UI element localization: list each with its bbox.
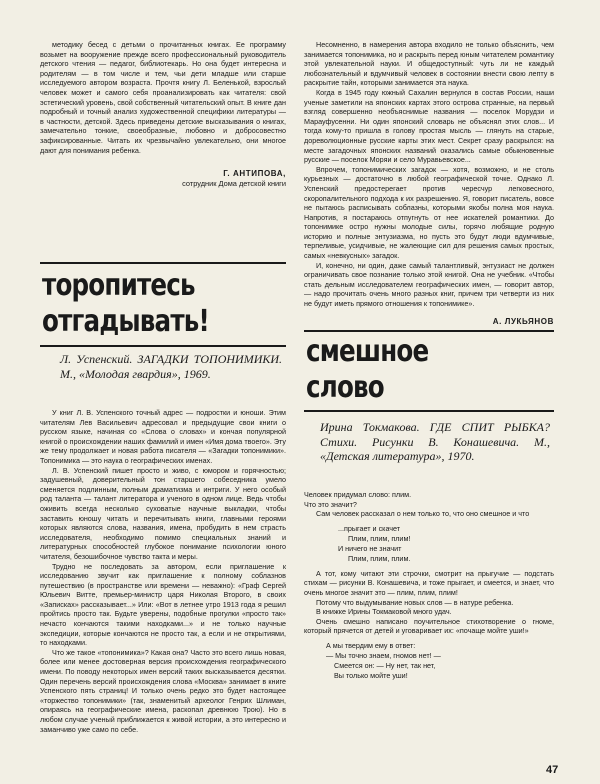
article-paragraph: Потому что выдумывание новых слов — в натуре ребенка. xyxy=(316,597,514,607)
article-paragraph: Очень смешно написано поучительное стихотворение о гноме, который прячется от детей и уговаривает их: «почаще мойте уши!» xyxy=(304,616,554,636)
left-review xyxy=(40,40,286,188)
page-number: 47 xyxy=(546,764,559,776)
headline-top-rule xyxy=(40,262,286,264)
article2-body xyxy=(304,490,554,686)
article2-headline xyxy=(306,334,428,406)
article-paragraph: Л. В. Успенский пишет просто и живо, с юмором и горячностью; задушевный, доверительный тон старшего собеседника умело сменяется подлинным, полным драматизма и интриги. У него особый род таланта — талант литератора и ученого в одном лице. Ведь чтобы оживить всегда несколько суховатые научные выкладки, чтобы заставить юношу читать и перечитывать книги, главными героями которых являются слова, названия, имена, пробудить в нем страсть исследователя, необходимо помимо специальных знаний и литературных способностей глубокое понимание психологии юного читателя, безошибочное чувство такта и меры. xyxy=(40,465,286,561)
poem-line: — Мы точно знаем, гномов нет! — xyxy=(326,650,441,660)
headline-line: смешное xyxy=(306,334,429,369)
article-paragraph: А тот, кому читают эти строчки, смотрит на прыгучие — подстать стихам — рисунки В. Конашевича, и тоже прыгает, и смеется, и знает, что очень многое значит это — плим, плим, плим! xyxy=(304,568,554,597)
poem-stanza xyxy=(326,641,554,681)
article1-book-info: Л. Успенский. ЗАГАДКИ ТОПОНИМИКИ. М., «Молодая гвардия», 1969. xyxy=(60,352,282,381)
article-paragraph: У книг Л. В. Успенского точный адрес — подростки и юноши. Этим читателям Лев Васильевич адресовал и предыдущие свои книги о русском языке, начиная со «Слова о словах» и кончая популярной книгой о происхождении наших фамилий и имен «Имя дома твоего». Эту же тему продолжает и новая работа писателя — «Загадки топонимики». Топонимика — это наука о географических именах. xyxy=(40,408,286,465)
review-signature: А. ЛУКЬЯНОВ xyxy=(492,316,554,326)
review-paragraph: Когда в 1945 году южный Сахалин вернулся в состав России, наши ученые заметили на японских картах этого острова странные, на первый взгляд совершенно необъяснимые названия — поселок Морудзи и Марауфусенни. Ни один японский словарь не объяснял этих слов... И тогда кому-то пришла в голову простая мысль — глянуть на старые, дореволюционные русские карты этих мест. Секрет сразу раскрылся: на месте загадочных японских названий оказались самые обыкновенные русские — поселок Моряи и село Муравьевское... xyxy=(304,87,554,165)
article-paragraph: Трудно не последовать за автором, если приглашение к исследованию звучит как приглашение к полному соблазнов путешествию (в пространстве или времени — неважно): «Граф Сергей Юльевич Витте, премьер-министр царя Николая Второго, в своих «Записках» рассказывает...» Или: «Вот в летнее утро 1913 года я решил пройтись просто так. Будьте уверены, подобные прогулки «просто так» нечасто кончаются такими находками...» и не только научные экспедиции, которые кончаются не просто так, а если и не открытиями, то находками. xyxy=(40,561,286,648)
headline-bottom-rule xyxy=(304,410,554,412)
article-paragraph: В книжке Ирины Токмаковой много удач. xyxy=(316,607,452,617)
review-signature: Г. АНТИПОВА, xyxy=(223,169,286,179)
article2-book-info: Ирина Токмакова. ГДЕ СПИТ РЫБКА? Стихи. Рисунки В. Конашевича. М., «Детская литература», 1970. xyxy=(320,420,550,463)
intro-line: Человек придумал слово: плим. xyxy=(304,490,412,499)
poem-line: Смеется он: — Ну нет, так нет, xyxy=(334,660,436,670)
headline-line: торопитесь xyxy=(42,268,195,303)
review-paragraph: Несомненно, в намерения автора входило не только объяснить, чем занимается топонимика, но и раскрыть перед юным читателем романтику этой увлекательной науки. И общедоступный: чуть ли не каждый любознательный и вдумчивый человек в состоянии внести свою лепту в раскрытие тайн, которыми занимается эта наука. xyxy=(304,40,554,88)
headline-line: слово xyxy=(306,370,384,405)
article-paragraph: Что же такое «топонимика»? Какая она? Часто это всего лишь новая, более или менее достоверная версия происхождения географического имени. По поводу некоторых имен версий таких высказывается десятки. Один перечень версий происхождения слова «Москва» занимает в книге Успенского пять страниц! И только очень редко это будет настоящее «торжество топонимики» (так, знаменитый археолог Генрих Шлиман, опираясь на географические имена, раскопал древнюю Трою). Но в любом случае ученый приближается к живой истории, а это интересно и заманчиво уже само по себе. xyxy=(40,647,286,734)
headline-line: отгадывать! xyxy=(42,304,209,339)
poem-line: Плим, плим, плим. xyxy=(348,553,411,563)
headline-bottom-rule xyxy=(40,345,286,347)
headline-top-rule xyxy=(304,330,554,332)
review-paragraph: методику бесед с детьми о прочитанных книгах. Ее программу возьмет на вооружение прежде всего профессиональный руководитель детского чтения — педагог, библиотекарь. Но она будет интересна и родителям — в том числе и тем, чьи дети младше или старше исследуемого автором возраста. Прочтя книгу Л. Беленькой, взрослый человек может и самого себя проанализировать как читателя: свой эстетический уровень, свой собственный читательский опыт. В книге дан подробный и точный анализ художественной специфики литературы — в частности, детской. Здесь приведены детские высказывания о книгах, замечательно тонкие, своеобразные, любовно и добросовестно зафиксированные. Читать их чрезвычайно увлекательно, они многое дают для понимания ребенка. xyxy=(40,40,286,155)
review-paragraph: И, конечно, ни один, даже самый талантливый, энтузиаст не должен ограничивать свое познание только этой книгой. Она не учебник. «Чтобы стать дельным исследователем географических имен, — говорит автор, — надо прочитать очень много разных книг, причем три четверти из них не будут иметь прямого отношения к топонимике». xyxy=(304,260,554,309)
poem-stanza xyxy=(338,524,554,564)
right-review xyxy=(304,40,554,326)
article1-headline xyxy=(42,268,209,340)
poem-line: Вы только мойте уши! xyxy=(334,670,408,680)
poem-line: А мы твердим ему в ответ: xyxy=(326,640,416,650)
intro-line: Сам человек рассказал о нем только то, что оно смешное и что xyxy=(316,509,530,519)
signature-role: сотрудник Дома детской книги xyxy=(182,178,286,188)
intro-line: Что это значит? xyxy=(304,499,357,509)
review-paragraph: Впрочем, топонимических загадок — хотя, возможно, и не столь курьезных — достаточно в любой географической точке. Однако Л. Успенский предостерегает против чересчур легковесного, скоропалительного подхода к их разрешению. Я, говорит писатель, вовсе не пытаюсь расписывать соблазны, которыми якобы полна моя наука. Напротив, я постараюсь отпугнуть от нее искателей романтики. До топонимике остро нужны молодые силы, горячо любящие родную историю и полные энтузиазма, но пусть это будут люди вдумчивые, терпеливые, усидчивые, не жалеющие сил для решения самых простых, самых «невкусных» загадок. xyxy=(304,164,554,261)
poem-line: И ничего не значит xyxy=(338,543,402,553)
poem-line: ...прыгает и скачет xyxy=(338,523,401,533)
poem-line: Плим, плим, плим! xyxy=(348,533,411,543)
article1-body xyxy=(40,408,286,734)
